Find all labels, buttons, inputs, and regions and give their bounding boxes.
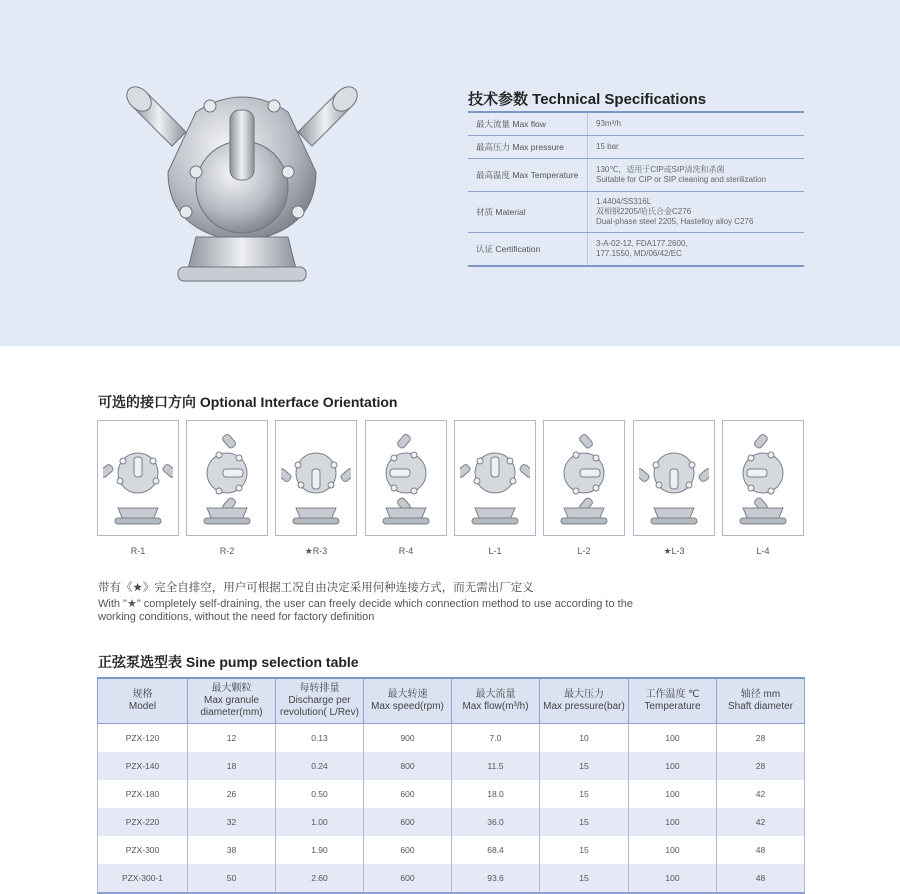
cell: 11.5 [452,752,540,780]
cell-model: PZX-140 [98,752,188,780]
orientation-label: ★R-3 [304,546,328,556]
cell: 100 [629,836,717,864]
cell: 600 [364,808,452,836]
orientation-item [365,420,447,556]
cell-model: PZX-180 [98,780,188,808]
orientation-image [454,420,536,536]
cell-model: PZX-300-1 [98,864,188,893]
orientation-item [454,420,536,556]
cell: 42 [717,780,805,808]
spec-row [468,192,804,233]
cell: 0.50 [276,780,364,808]
table-row [98,808,805,836]
orientation-label: L-1 [488,546,502,556]
cell: 32 [188,808,276,836]
pump-thumbnail [639,428,709,528]
orientation-grid [97,420,807,560]
cell: 2.60 [276,864,364,893]
spec-value-line: 双相钢2205/哈氏合金C276 [596,207,692,216]
header-max-pressure: 最大压力 Max pressure(bar) [540,678,629,724]
table-row [98,780,805,808]
note-english [98,598,818,624]
spec-label: 最高压力 Max pressure [468,136,588,158]
spec-value-line: Dual-phase steel 2205, Hastelloy alloy C276 [596,217,754,226]
cell: 100 [629,780,717,808]
spec-value-line: Suitable for CIP or SIP cleaning and sterilization [596,175,767,184]
spec-value [588,142,804,152]
cell: 7.0 [452,724,540,753]
spec-value-line: 130℃，适用于CIP或SIP清洗和杀菌 [596,165,725,174]
cell: 600 [364,836,452,864]
header-max-flow: 最大流量 Max flow(m³/h) [452,678,540,724]
orientation-label: R-2 [219,546,235,556]
cell: 15 [540,808,629,836]
cell: 28 [717,724,805,753]
header-shaft-diameter: 轴径 mm Shaft diameter [717,678,805,724]
table-row [98,724,805,753]
cell: 900 [364,724,452,753]
spec-row [468,159,804,192]
orientation-item [722,420,804,556]
orientation-label: ★L-3 [663,546,685,556]
spec-value-line: 93m³/h [596,119,621,128]
orientation-image [186,420,268,536]
spec-value [588,165,804,185]
orientation-image [722,420,804,536]
orientation-label: L-2 [577,546,591,556]
cell: 50 [188,864,276,893]
pump-thumbnail [192,428,262,528]
orientation-image [543,420,625,536]
note-chinese: 带有《★》完全自排空，用户可根据工况自由决定采用何种连接方式，而无需出厂定义 [98,582,534,594]
cell-model: PZX-300 [98,836,188,864]
cell: 600 [364,780,452,808]
pump-thumbnail [281,428,351,528]
spec-value-line: 3-A-02-12, FDA177.2600, [596,239,688,248]
pump-thumbnail [103,428,173,528]
orientation-note [98,579,818,624]
table-row [98,752,805,780]
cell: 18 [188,752,276,780]
spec-value-line: 15 bar [596,142,619,151]
spec-table [468,111,804,267]
cell-model: PZX-220 [98,808,188,836]
spec-value [588,197,804,227]
spec-row [468,233,804,265]
spec-title: 技术参数 Technical Specifications [468,91,707,108]
header-max-granule: 最大颗粒 Max granule diameter(mm) [188,678,276,724]
cell: 12 [188,724,276,753]
orientation-label: R-1 [130,546,146,556]
cell: 36.0 [452,808,540,836]
header-discharge: 每转排量 Discharge per revolution( L/Rev) [276,678,364,724]
spec-value-line: 177.1550, MD/06/42/EC [596,249,682,258]
orientation-title: 可选的接口方向 Optional Interface Orientation [98,394,398,410]
table-row [98,836,805,864]
pump-hero-image [126,62,358,294]
note-english-line: working conditions, without the need for factory definition [98,611,375,623]
spec-label: 最大流量 Max flow [468,113,588,135]
spec-row [468,136,804,159]
note-english-line: With "★" completely self-draining, the user can freely decide which connection method to use according to the [98,598,633,610]
cell: 10 [540,724,629,753]
cell: 15 [540,864,629,893]
spec-row [468,113,804,136]
cell: 1.00 [276,808,364,836]
cell: 18.0 [452,780,540,808]
orientation-item [633,420,715,557]
cell: 48 [717,864,805,893]
orientation-item [543,420,625,556]
pump-thumbnail [371,428,441,528]
spec-value [588,239,804,259]
cell: 26 [188,780,276,808]
orientation-item [275,420,357,557]
cell: 28 [717,752,805,780]
spec-label: 材质 Material [468,192,588,232]
cell: 1.90 [276,836,364,864]
selection-title: 正弦泵选型表 Sine pump selection table [98,654,359,670]
cell: 15 [540,836,629,864]
orientation-label: L-4 [756,546,770,556]
header-model: 规格 Model [98,678,188,724]
cell: 600 [364,864,452,893]
orientation-item [186,420,268,556]
cell: 93.6 [452,864,540,893]
spec-value [588,119,804,129]
orientation-image [97,420,179,536]
cell: 100 [629,864,717,893]
spec-label: 最高温度 Max Temperature [468,159,588,191]
cell: 100 [629,808,717,836]
selection-table [97,677,805,894]
header-max-speed: 最大转速 Max speed(rpm) [364,678,452,724]
cell: 0.13 [276,724,364,753]
orientation-image [633,420,715,536]
cell: 15 [540,780,629,808]
cell: 800 [364,752,452,780]
cell: 100 [629,724,717,753]
cell: 15 [540,752,629,780]
pump-thumbnail [460,428,530,528]
pump-thumbnail [549,428,619,528]
orientation-item [97,420,179,556]
cell-model: PZX-120 [98,724,188,753]
cell: 0.24 [276,752,364,780]
cell: 68.4 [452,836,540,864]
spec-label: 认证 Certification [468,233,588,265]
cell: 42 [717,808,805,836]
cell: 38 [188,836,276,864]
spec-value-line: 1.4404/SS316L [596,197,652,206]
orientation-label: R-4 [398,546,414,556]
table-row [98,864,805,893]
cell: 48 [717,836,805,864]
table-header-row [98,678,805,724]
orientation-image [275,420,357,536]
header-temperature: 工作温度 ℃ Temperature [629,678,717,724]
pump-thumbnail [728,428,798,528]
cell: 100 [629,752,717,780]
orientation-image [365,420,447,536]
